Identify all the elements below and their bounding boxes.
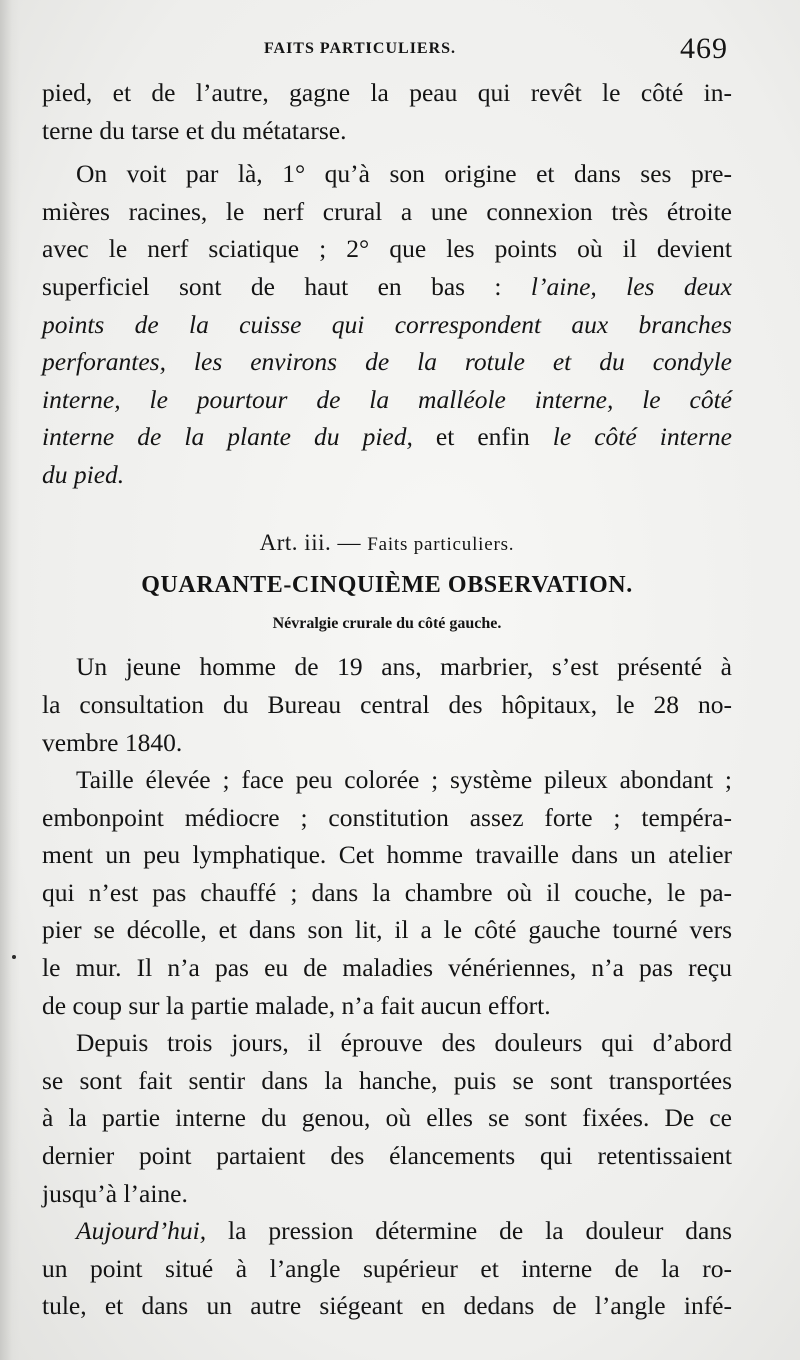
text-line: mières racines, le nerf crural a une connexion très étroite: [42, 196, 732, 226]
text-line: [42, 306, 732, 344]
running-title: FAITS PARTICULIERS.: [263, 40, 457, 57]
italic-span: l’aine, les deux: [530, 271, 732, 301]
text-line: vembre 1840.: [42, 727, 183, 757]
text-line: jusqu’à l’aine.: [42, 1178, 188, 1208]
text-line: Taille élevée ; face peu colorée ; système pileux abondant ;: [76, 765, 732, 795]
article-heading: [42, 524, 732, 564]
italic-span: le côté interne: [552, 422, 732, 452]
text-line: à la partie interne du genou, où elles se sont fixées. De ce: [42, 1103, 732, 1133]
text-span: et enfin: [435, 422, 530, 452]
text-line: de coup sur la partie malade, n’a fait aucun effort.: [42, 990, 551, 1020]
text-line: [42, 456, 732, 494]
italic-span: interne, le pourtour de la malléole interne, le côté: [42, 384, 732, 414]
text-span: superficiel sont de haut en bas :: [42, 271, 502, 301]
margin-ink-dot: [12, 955, 16, 959]
italic-span: perforantes, les environs de la rotule et du condyle: [42, 347, 732, 377]
text-line: la consultation du Bureau central des hôpitaux, le 28 no-: [42, 689, 732, 719]
page-number: 469: [680, 32, 728, 65]
text-line: [42, 418, 732, 456]
text-line: le mur. Il n’a pas eu de maladies vénériennes, n’a pas reçu: [42, 953, 732, 983]
text-line: avec le nerf sciatique ; 2° que les points où il devient: [42, 234, 732, 264]
text-line: qui n’est pas chauffé ; dans la chambre où il couche, le pa-: [42, 877, 732, 907]
observation-subtitle: Névralgie crurale du côté gauche.: [272, 614, 502, 632]
text-line: tule, et dans un autre siégeant en dedans de l’angle infé-: [42, 1291, 732, 1321]
observation-title: QUARANTE-CINQUIÈME OBSERVATION.: [141, 572, 633, 599]
text-line: se sont fait sentir dans la hanche, puis se sont transportées: [42, 1065, 732, 1095]
text-line: embonpoint médiocre ; constitution assez forte ; tempéra-: [42, 802, 732, 832]
article-number: Art. iii. —: [259, 529, 361, 555]
italic-span: du pied.: [42, 459, 125, 489]
text-line: pied, et de l’autre, gagne la peau qui revêt le côté in-: [42, 78, 732, 107]
text-line: un point situé à l’angle supérieur et interne de la ro-: [42, 1253, 732, 1283]
text-line: Depuis trois jours, il éprouve des douleurs qui d’abord: [76, 1028, 732, 1058]
text-line: On voit par là, 1° qu’à son origine et dans ses pre-: [76, 159, 732, 189]
text-line: ment un peu lymphatique. Cet homme travaille dans un atelier: [42, 840, 732, 870]
text-line: pier se décolle, et dans son lit, il a le côté gauche tourné vers: [42, 915, 732, 945]
body-text: [42, 74, 732, 1325]
italic-span: points de la cuisse qui correspondent aux branches: [42, 309, 732, 339]
text-line: terne du tarse et du métatarse.: [42, 115, 347, 145]
text-span: la pression détermine de la douleur dans: [228, 1216, 732, 1246]
article-label: Faits particuliers.: [367, 533, 515, 555]
text-line: [42, 381, 732, 419]
italic-span: Aujourd’hui,: [76, 1216, 207, 1246]
text-line: Un jeune homme de 19 ans, marbrier, s’est présenté à: [76, 652, 732, 682]
text-line: [42, 343, 732, 381]
italic-span: interne de la plante du pied,: [42, 422, 413, 452]
text-line: [42, 268, 732, 306]
text-line: dernier point partaient des élancements qui retentissaient: [42, 1141, 732, 1171]
page-gutter-shadow: [0, 0, 20, 1360]
text-line: [42, 1212, 732, 1250]
